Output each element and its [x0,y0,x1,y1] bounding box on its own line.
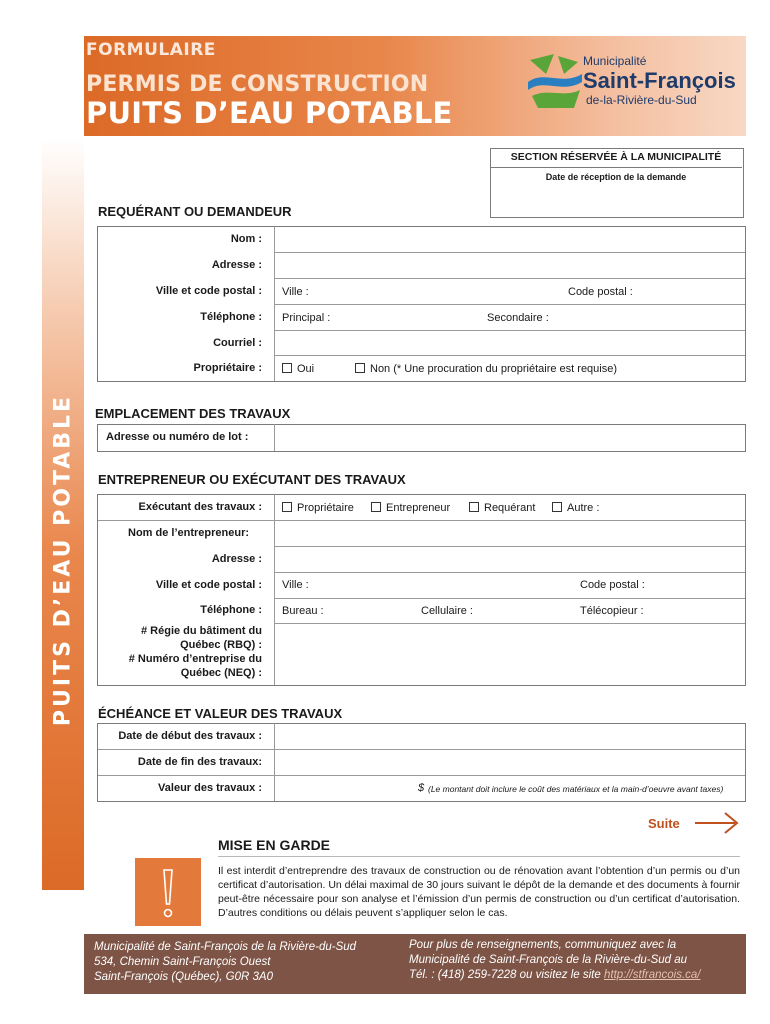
entrepreneur-option-label: Entrepreneur [386,502,451,514]
title-line2: PUITS D’EAU POTABLE [86,96,453,130]
entrepreneur-telephone-label: Téléphone : [200,604,262,616]
date-debut-label: Date de début des travaux : [118,730,262,742]
warning-icon [135,858,201,926]
date-fin-input[interactable] [276,751,742,774]
entrepreneur-adresse-input[interactable] [276,548,742,571]
logo-riviere-du-sud: de-la-Rivière-du-Sud [586,93,697,107]
proprietaire-label: Propriétaire : [193,362,262,374]
proprietaire-non-checkbox[interactable] [355,363,617,375]
requerant-section-title: REQUÉRANT OU DEMANDEUR [98,204,292,219]
footer-address-line3: Saint-François (Québec), G0R 3A0 [94,971,273,983]
title-line1: PERMIS DE CONSTRUCTION [86,72,429,97]
valeur-note: (Le montant doit inclure le coût des matériaux et la main-d’oeuvre avant taxes) [428,784,724,794]
code-postal-field[interactable]: Code postal : [568,286,633,298]
neq-label-line1: # Numéro d’entreprise du [128,653,262,665]
divider [274,723,275,801]
executant-autre-checkbox[interactable] [552,502,599,514]
divider [98,520,745,521]
divider [98,749,745,750]
adresse-label: Adresse : [211,259,262,271]
nom-input[interactable] [276,228,742,251]
divider [274,424,275,451]
entrepreneur-ville-field[interactable]: Ville : [282,579,309,591]
logo-municipalite: Municipalité [583,54,647,68]
form-label: FORMULAIRE [86,40,216,60]
telephone-label: Téléphone : [200,311,262,323]
nom-entrepreneur-input[interactable] [276,522,742,545]
courriel-label: Courriel : [213,337,262,349]
adresse-lot-input[interactable] [276,426,742,449]
ville-cp-label: Ville et code postal : [155,285,262,297]
executant-requerant-checkbox[interactable] [469,502,535,514]
checkbox-icon [282,502,292,512]
footer-address-line1: Municipalité de Saint-François de la Rivière-du-Sud [94,941,357,953]
mise-en-garde-text: Il est interdit d’entreprendre des travaux de construction ou de rénovation avant l’obtention d’un permis ou d’un certificat d’autorisation. Un délai maximal de 30 jours suivant le dépôt de la demande et des documents à fournir peut-être nécessaire pour son analyse et l’émission d’un permis de construction ou d’un certificat d’autorisation. D’autres conditions ou délais peuvent s’appliquer selon le cas. [218,865,740,919]
proprietaire-oui-checkbox[interactable] [282,363,314,375]
divider [490,167,742,168]
rbq-neq-input[interactable] [276,625,742,683]
footer-address-line2: 534, Chemin Saint-François Ouest [94,956,271,968]
ville-field[interactable]: Ville : [282,286,309,298]
emplacement-section-title: EMPLACEMENT DES TRAVAUX [95,406,291,421]
nom-entrepreneur-label: Nom de l’entrepreneur: [128,527,250,539]
rbq-label-line1: # Régie du bâtiment du [140,625,262,637]
nom-label: Nom : [230,233,262,245]
checkbox-icon [552,502,562,512]
executant-proprietaire-checkbox[interactable] [282,502,354,514]
executant-entrepreneur-checkbox[interactable] [371,502,450,514]
divider [218,856,740,857]
reception-date-label: Date de réception de la demande [545,172,687,182]
valeur-label: Valeur des travaux : [158,782,262,794]
valeur-input[interactable] [276,777,414,799]
footer-contact-line1: Pour plus de renseignements, communiquez avec la [409,939,677,951]
neq-label-line2: Québec (NEQ) : [180,667,262,679]
divider [274,304,745,305]
checkbox-icon [282,363,292,373]
divider [98,775,745,776]
telecopieur-field[interactable]: Télécopieur : [580,605,644,617]
entrepreneur-code-postal-field[interactable]: Code postal : [580,579,645,591]
executant-label: Exécutant des travaux : [138,501,262,513]
dollar-sign: $ [418,782,425,794]
telephone-secondaire-field[interactable]: Secondaire : [487,312,549,324]
divider [274,546,745,547]
divider [274,330,745,331]
entrepreneur-adresse-label: Adresse : [211,553,262,565]
checkbox-icon [355,363,365,373]
footer-contact [409,938,701,983]
adresse-lot-label: Adresse ou numéro de lot : [106,431,249,443]
website-link[interactable]: http://stfrancois.ca/ [603,969,701,981]
arrow-right-icon[interactable] [693,810,741,836]
suite-link[interactable]: Suite [648,816,680,831]
entrepreneur-section-title: ENTREPRENEUR OU EXÉCUTANT DES TRAVAUX [98,472,406,487]
logo-saint-francois: Saint-François [583,68,736,93]
logo-emblem-icon [524,52,584,110]
bureau-field[interactable]: Bureau : [282,605,324,617]
reserved-section-title: SECTION RÉSERVÉE À LA MUNICIPALITÉ [510,151,722,163]
divider [274,355,745,356]
footer-address [94,940,356,985]
checkbox-icon [371,502,381,512]
rbq-label-line2: Québec (RBQ) : [180,639,262,651]
divider [274,494,275,685]
footer-contact-line2: Municipalité de Saint-François de la Rivière-du-Sud au [409,954,688,966]
divider [274,623,745,624]
adresse-input[interactable] [276,254,742,277]
telephone-principal-field[interactable]: Principal : [282,312,331,324]
footer-phone-text: Tél. : (418) 259-7228 ou visitez le site [409,969,601,981]
side-banner-text: PUITS D’EAU POTABLE [50,393,76,727]
autre-option-label: Autre : [567,502,600,514]
non-label: Non (* Une procuration du propriétaire est requise) [370,363,618,375]
divider [274,252,745,253]
divider [274,598,745,599]
mise-en-garde-title: MISE EN GARDE [218,837,331,853]
proprietaire-option-label: Propriétaire [297,502,354,514]
date-fin-label: Date de fin des travaux: [137,756,262,768]
oui-label: Oui [297,363,315,375]
date-debut-input[interactable] [276,725,742,748]
divider [274,278,745,279]
footer-contact-line3 [409,968,701,983]
courriel-input[interactable] [276,332,742,354]
entrepreneur-ville-cp-label: Ville et code postal : [155,579,262,591]
requerant-option-label: Requérant [484,502,536,514]
divider [274,572,745,573]
cellulaire-field[interactable]: Cellulaire : [421,605,473,617]
echeance-section-title: ÉCHÉANCE ET VALEUR DES TRAVAUX [98,706,343,721]
checkbox-icon [469,502,479,512]
